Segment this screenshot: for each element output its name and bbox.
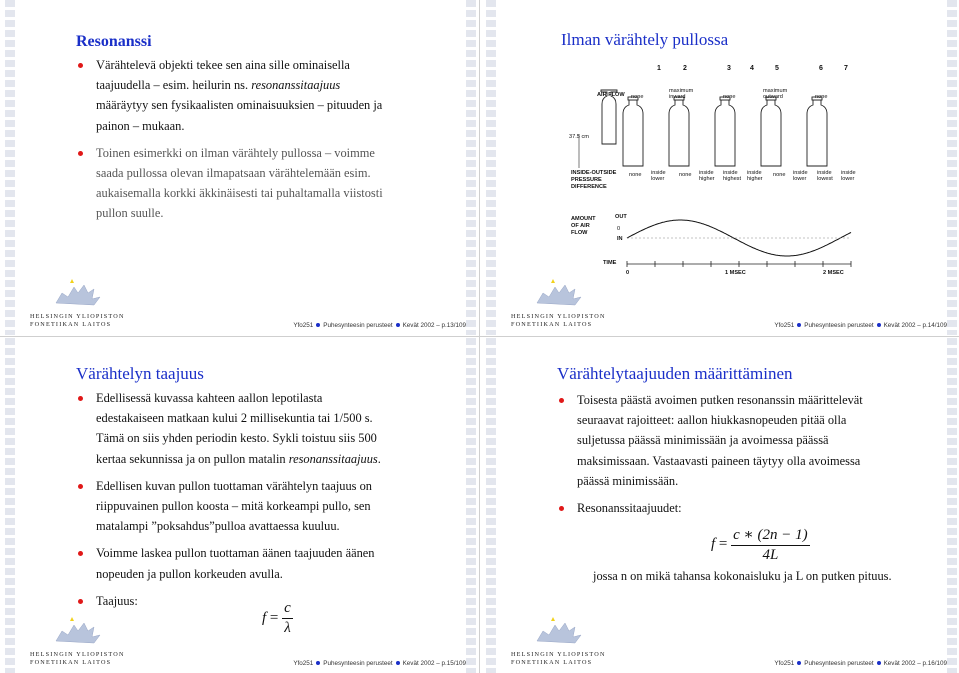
page-number: p.14/109 bbox=[922, 322, 947, 329]
slide-resonanssi bbox=[0, 0, 478, 335]
slide-varahtelytaajuuden-maarittaminen bbox=[481, 338, 959, 673]
side-decoration bbox=[4, 0, 16, 335]
side-decoration bbox=[485, 0, 497, 335]
bullet-list bbox=[76, 388, 466, 618]
list-item: Taajuus: bbox=[76, 591, 466, 611]
page-number: p.13/109 bbox=[441, 322, 466, 329]
page-number: p.15/109 bbox=[441, 660, 466, 667]
slide-footer: Yfo251 Puhesynteesin perusteet Kevät 2002 – p.13/109 bbox=[293, 322, 466, 329]
column-number: 1 bbox=[657, 65, 661, 72]
list-item: Toisesta päästä avoimen putken resonanssin määrittelevät seuraavat rajoitteet: aallon hiukkasnopeuden pitää olla suljetussa päässä minimissään ja avoimessa päässä maksimissaan. Vastaavasti paineen täytyy olla avoimessa päässä minimissään. bbox=[557, 390, 937, 491]
column-number: 6 bbox=[819, 65, 823, 72]
side-decoration bbox=[465, 0, 477, 335]
column-number: 4 bbox=[750, 65, 754, 72]
side-decoration bbox=[4, 338, 16, 673]
slide-title: Värähtelyn taajuus bbox=[76, 364, 204, 383]
height-label: 37.5 cm bbox=[569, 134, 589, 140]
university-logo: HELSINGIN YLIOPISTON FONETIIKAN LAITOS bbox=[509, 279, 659, 331]
bottle-icon bbox=[623, 100, 643, 166]
side-decoration bbox=[485, 338, 497, 673]
slide-footer: Yfo251 Puhesynteesin perusteet Kevät 2002 – p.16/109 bbox=[774, 660, 947, 667]
list-item: Edellisessä kuvassa kahteen aallon lepotilasta edestakaiseen matkaan kului 2 millisekuntia tai 1/500 s. Tämä on siis yhden periodin kesto. Sykli toistuu siis 500 kertaa sekunnissa ja on pullon matalin resonanssitaajuus. bbox=[76, 388, 466, 469]
bird-logo-icon bbox=[529, 279, 589, 311]
bird-logo-icon bbox=[48, 279, 108, 311]
slide-title: Ilman värähtely pullossa bbox=[561, 30, 729, 49]
slide-title: Värähtelytaajuuden määrittäminen bbox=[557, 364, 793, 383]
list-item: Voimme laskea pullon tuottaman äänen taajuuden äänen nopeuden ja pullon korkeuden avulla. bbox=[76, 543, 466, 583]
page-number: p.16/109 bbox=[922, 660, 947, 667]
list-item: Edellisen kuvan pullon tuottaman värähtelyn taajuus on riippuvainen pullon koosta – mitä korkeampi pullo, sen matalampi ”poksahdus”pulloa avattaessa kuuluu. bbox=[76, 476, 466, 537]
bird-logo-icon bbox=[48, 617, 108, 649]
slide-footer: Yfo251 Puhesynteesin perusteet Kevät 2002 – p.14/109 bbox=[774, 322, 947, 329]
university-logo: HELSINGIN YLIOPISTON FONETIIKAN LAITOS bbox=[28, 279, 178, 331]
bird-logo-icon bbox=[529, 617, 589, 649]
column-number: 3 bbox=[727, 65, 731, 72]
formula-explanation: jossa n on mikä tahansa kokonaisluku ja L on putken pituus. bbox=[593, 569, 892, 583]
list-item: Värähtelevä objekti tekee sen aina sille ominaisella taajuudella – esim. heilurin ns. resonanssitaajuus määräytyy sen fysikaalisten ominaisuuksien – pituuden ja painon – mukaan. bbox=[76, 55, 456, 136]
column-number: 7 bbox=[844, 65, 848, 72]
bottle-icon bbox=[715, 100, 735, 166]
side-decoration bbox=[465, 338, 477, 673]
slide-varahtelyn-taajuus bbox=[0, 338, 478, 673]
university-logo: HELSINGIN YLIOPISTON FONETIIKAN LAITOS bbox=[509, 617, 659, 669]
university-logo: HELSINGIN YLIOPISTON FONETIIKAN LAITOS bbox=[28, 617, 178, 669]
column-number: 2 bbox=[683, 65, 687, 72]
time-label: TIME bbox=[603, 260, 617, 266]
bottle-icon bbox=[761, 100, 781, 166]
bottle-vibration-diagram: 1 2 3 4 5 6 7 AIR FLOW none maximum inward none maximum outward none 37.5 cm INSIDE-OUTSIDE PRESSURE DIFFERENCE none inside lower none inside higher inside highest inside higher none inside lower inside lowest inside lower AMOUNT OF AIR FLOW OUT 0 IN TIME 0 1 MSEC 2 MSEC bbox=[571, 60, 871, 290]
slide-footer: Yfo251 Puhesynteesin perusteet Kevät 2002 – p.15/109 bbox=[293, 660, 466, 667]
bullet-list bbox=[557, 390, 937, 525]
column-number: 5 bbox=[775, 65, 779, 72]
page-divider-horizontal bbox=[0, 336, 959, 337]
bottle-icon bbox=[669, 100, 689, 166]
resonance-formula: f = $\frac{c ∗ (2n - 1)}{4L}$ bbox=[711, 527, 808, 563]
list-item: Resonanssitaajuudet: bbox=[557, 498, 937, 518]
air-flow-label: AIR FLOW bbox=[597, 92, 625, 98]
side-decoration bbox=[946, 0, 958, 335]
slide-ilman-varahtely bbox=[481, 0, 959, 335]
slide-title: Resonanssi bbox=[76, 33, 152, 50]
bottle-icon bbox=[807, 100, 827, 166]
list-item: Toinen esimerkki on ilman värähtely pullossa – voimme saada pullossa olevan ilmapatsaan värähtelemään esim. aukaisemalla korkki äkkinäisesti tai puhaltamalla viistosti pullon suulle. bbox=[76, 143, 456, 224]
bullet-list bbox=[76, 55, 456, 231]
side-decoration bbox=[946, 338, 958, 673]
frequency-formula: f = $\frac{c}{\lambda}$ bbox=[262, 600, 291, 636]
